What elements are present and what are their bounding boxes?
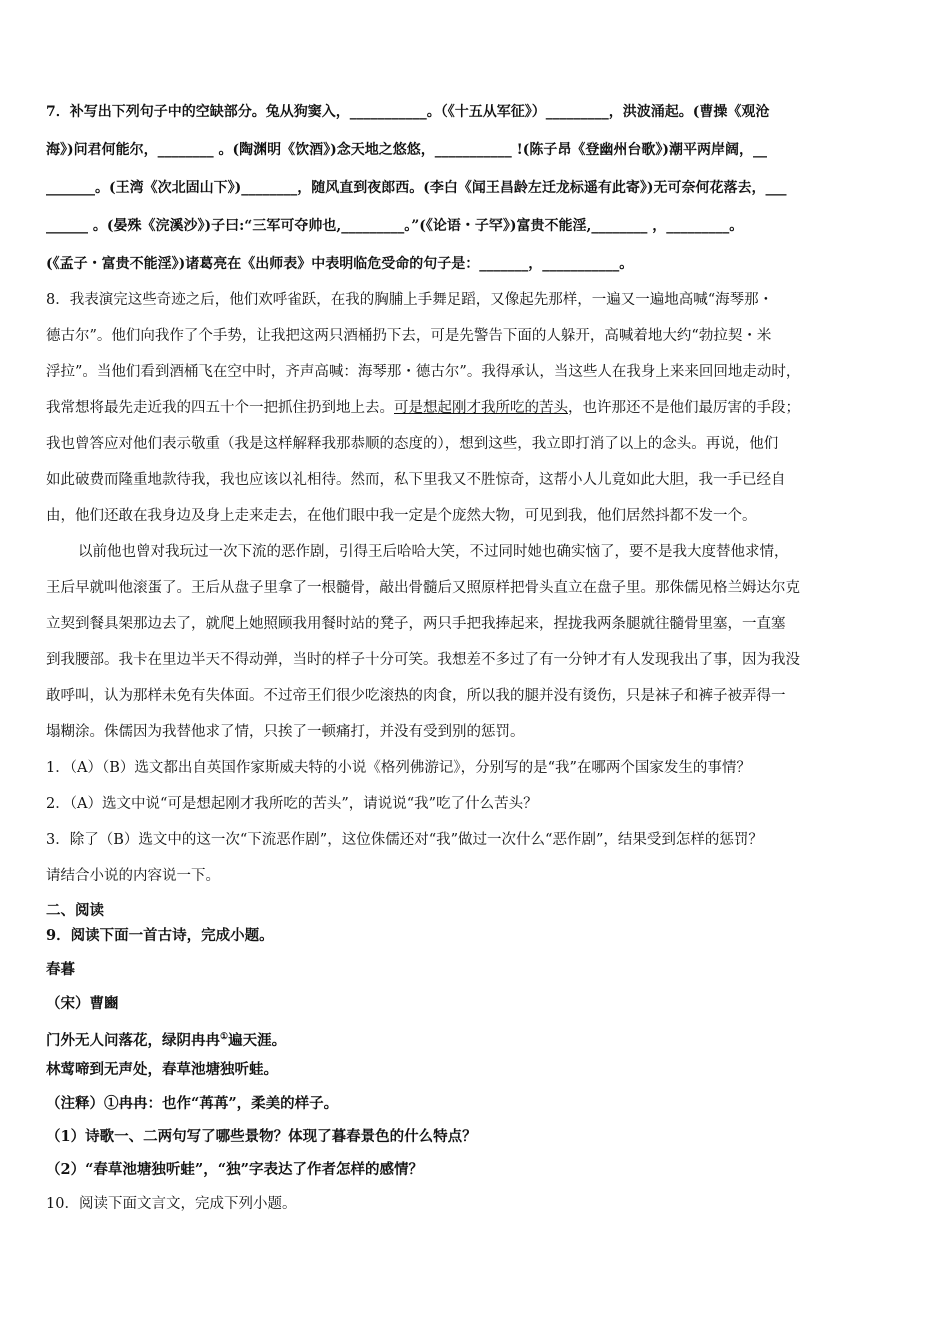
q7-line-5: (《孟子・富贵不能淫》)诸葛亮在《出师表》中表明临危受命的句子是：_______，___________。 [46, 256, 634, 272]
poem-line-1 [46, 1027, 916, 1051]
footnote-marker: ① [220, 1032, 229, 1042]
q7-line-4: ______ 。(晏殊《浣溪沙》)子曰:“三军可夺帅也,_________。”(《论语・子罕》)富贵不能淫,________ ，_________。 [46, 218, 744, 234]
q8-p1-line-1: 8．我表演完这些奇迹之后，他们欢呼雀跃，在我的胸脯上手舞足蹈，又像起先那样，一遍又一遍地高喊“海琴那・ [46, 292, 774, 308]
q8-p2-line-4: 到我腰部。我卡在里边半天不得动弹，当时的样子十分可笑。我想差不多过了有一分钟才有人发现我出了事，因为我没 [46, 652, 800, 668]
poem-line-2: 林莺啼到无声处，春草池塘独听蛙。 [46, 1061, 278, 1078]
q8-p1-line-4-post: ，也许那还不是他们最厉害的手段； [568, 400, 800, 416]
q8-question-1: 1．（A）（B）选文都出自英国作家斯威夫特的小说《格列佛游记》，分别写的是“我”在哪两个国家发生的事情？ [46, 760, 751, 776]
section-heading: 二、阅读 [46, 902, 104, 919]
q9-sub-2: （2）“春草池塘独听蛙”，“独”字表达了作者怎样的感情？ [46, 1161, 423, 1178]
q8-p1-line-7: 由，他们还敢在我身边及身上走来走去，在他们眼中我一定是个庞然大物，可见到我，他们居然抖都不发一个。 [46, 508, 757, 524]
q8-question-3: 3．除了（B）选文中的这一次“下流恶作剧”，这位侏儒还对“我”做过一次什么“恶作剧”，结果受到怎样的惩罚？ [46, 832, 763, 848]
q9-sub-1: （1）诗歌一、二两句写了哪些景物？体现了暮春景色的什么特点？ [46, 1128, 477, 1145]
poem-title: 春暮 [46, 961, 75, 978]
q9-intro: 9．阅读下面一首古诗，完成小题。 [46, 927, 274, 944]
poem-line-1-pre: 门外无人问落花，绿阴冉冉 [46, 1031, 220, 1049]
q8-p2-line-6: 塌糊涂。侏儒因为我替他求了情，只挨了一顿痛打，并没有受到别的惩罚。 [46, 724, 525, 740]
q10-intro: 10．阅读下面文言文，完成下列小题。 [46, 1196, 297, 1212]
q7-line-3: _______。(王湾《次北固山下》)________，随风直到夜郎西。(李白《闻王昌龄左迁龙标遥有此寄》)无可奈何花落去，___ [46, 180, 787, 196]
q8-p1-line-3: 浮拉”。当他们看到酒桶飞在空中时，齐声高喊：海琴那・德古尔”。我得承认，当这些人在我身上来来回回地走动时， [46, 364, 801, 380]
q8-p1-line-6: 如此破费而隆重地款待我，我也应该以礼相待。然而，私下里我又不胜惊奇，这帮小人儿竟如此大胆，我一手已经自 [46, 472, 786, 488]
q8-p2-line-5: 敢呼叫，认为那样未免有失体面。不过帝王们很少吃滚热的肉食，所以我的腿并没有烫伤，只是袜子和裤子被弄得一 [46, 688, 786, 704]
q8-question-3-cont: 请结合小说的内容说一下。 [46, 868, 220, 884]
underlined-phrase: 可是想起刚才我所吃的苦头 [394, 400, 568, 416]
q8-p1-line-2: 德古尔”。他们向我作了个手势，让我把这两只酒桶扔下去，可是先警告下面的人躲开，高喊着地大约“勃拉契・米 [46, 328, 772, 344]
q8-p2-line-3: 立契到餐具架那边去了，就爬上她照顾我用餐时站的凳子，两只手把我捧起来，捏拢我两条腿就往髓骨里塞，一直塞 [46, 616, 786, 632]
q8-p2-line-1: 以前他也曾对我玩过一次下流的恶作剧，引得王后哈哈大笑，不过同时她也确实恼了，要不是我大度替他求情， [78, 544, 789, 560]
q8-p1-line-4-pre: 我常想将最先走近我的四五十个一把抓住扔到地上去。 [46, 400, 394, 416]
q7-line-1: 7．补写出下列句子中的空缺部分。兔从狗窦入，___________。（《十五从军征》）_________，洪波涌起。(曹操《观沧 [46, 104, 770, 120]
poem-line-1-post: 遍天涯。 [228, 1031, 287, 1049]
poem-author: （宋）曹豳 [46, 995, 119, 1012]
q7-line-2: 海》)问君何能尔，________ 。(陶渊明《饮酒》)念天地之悠悠，___________ !(陈子昂《登幽州台歌》)潮平两岸阔，__ [46, 142, 768, 158]
poem-note: （注释）①冉冉：也作“苒苒”，柔美的样子。 [46, 1095, 339, 1112]
q8-p1-line-4 [46, 398, 916, 418]
q8-p2-line-2: 王后早就叫他滚蛋了。王后从盘子里拿了一根髓骨，敲出骨髓后又照原样把骨头直立在盘子里。那侏儒见格兰姆达尔克 [46, 580, 800, 596]
q8-p1-line-5: 我也曾答应对他们表示敬重（我是这样解释我那恭顺的态度的），想到这些，我立即打消了以上的念头。再说，他们 [46, 436, 779, 452]
q8-question-2: 2．（A）选文中说“可是想起刚才我所吃的苦头”，请说说“我”吃了什么苦头？ [46, 796, 538, 812]
